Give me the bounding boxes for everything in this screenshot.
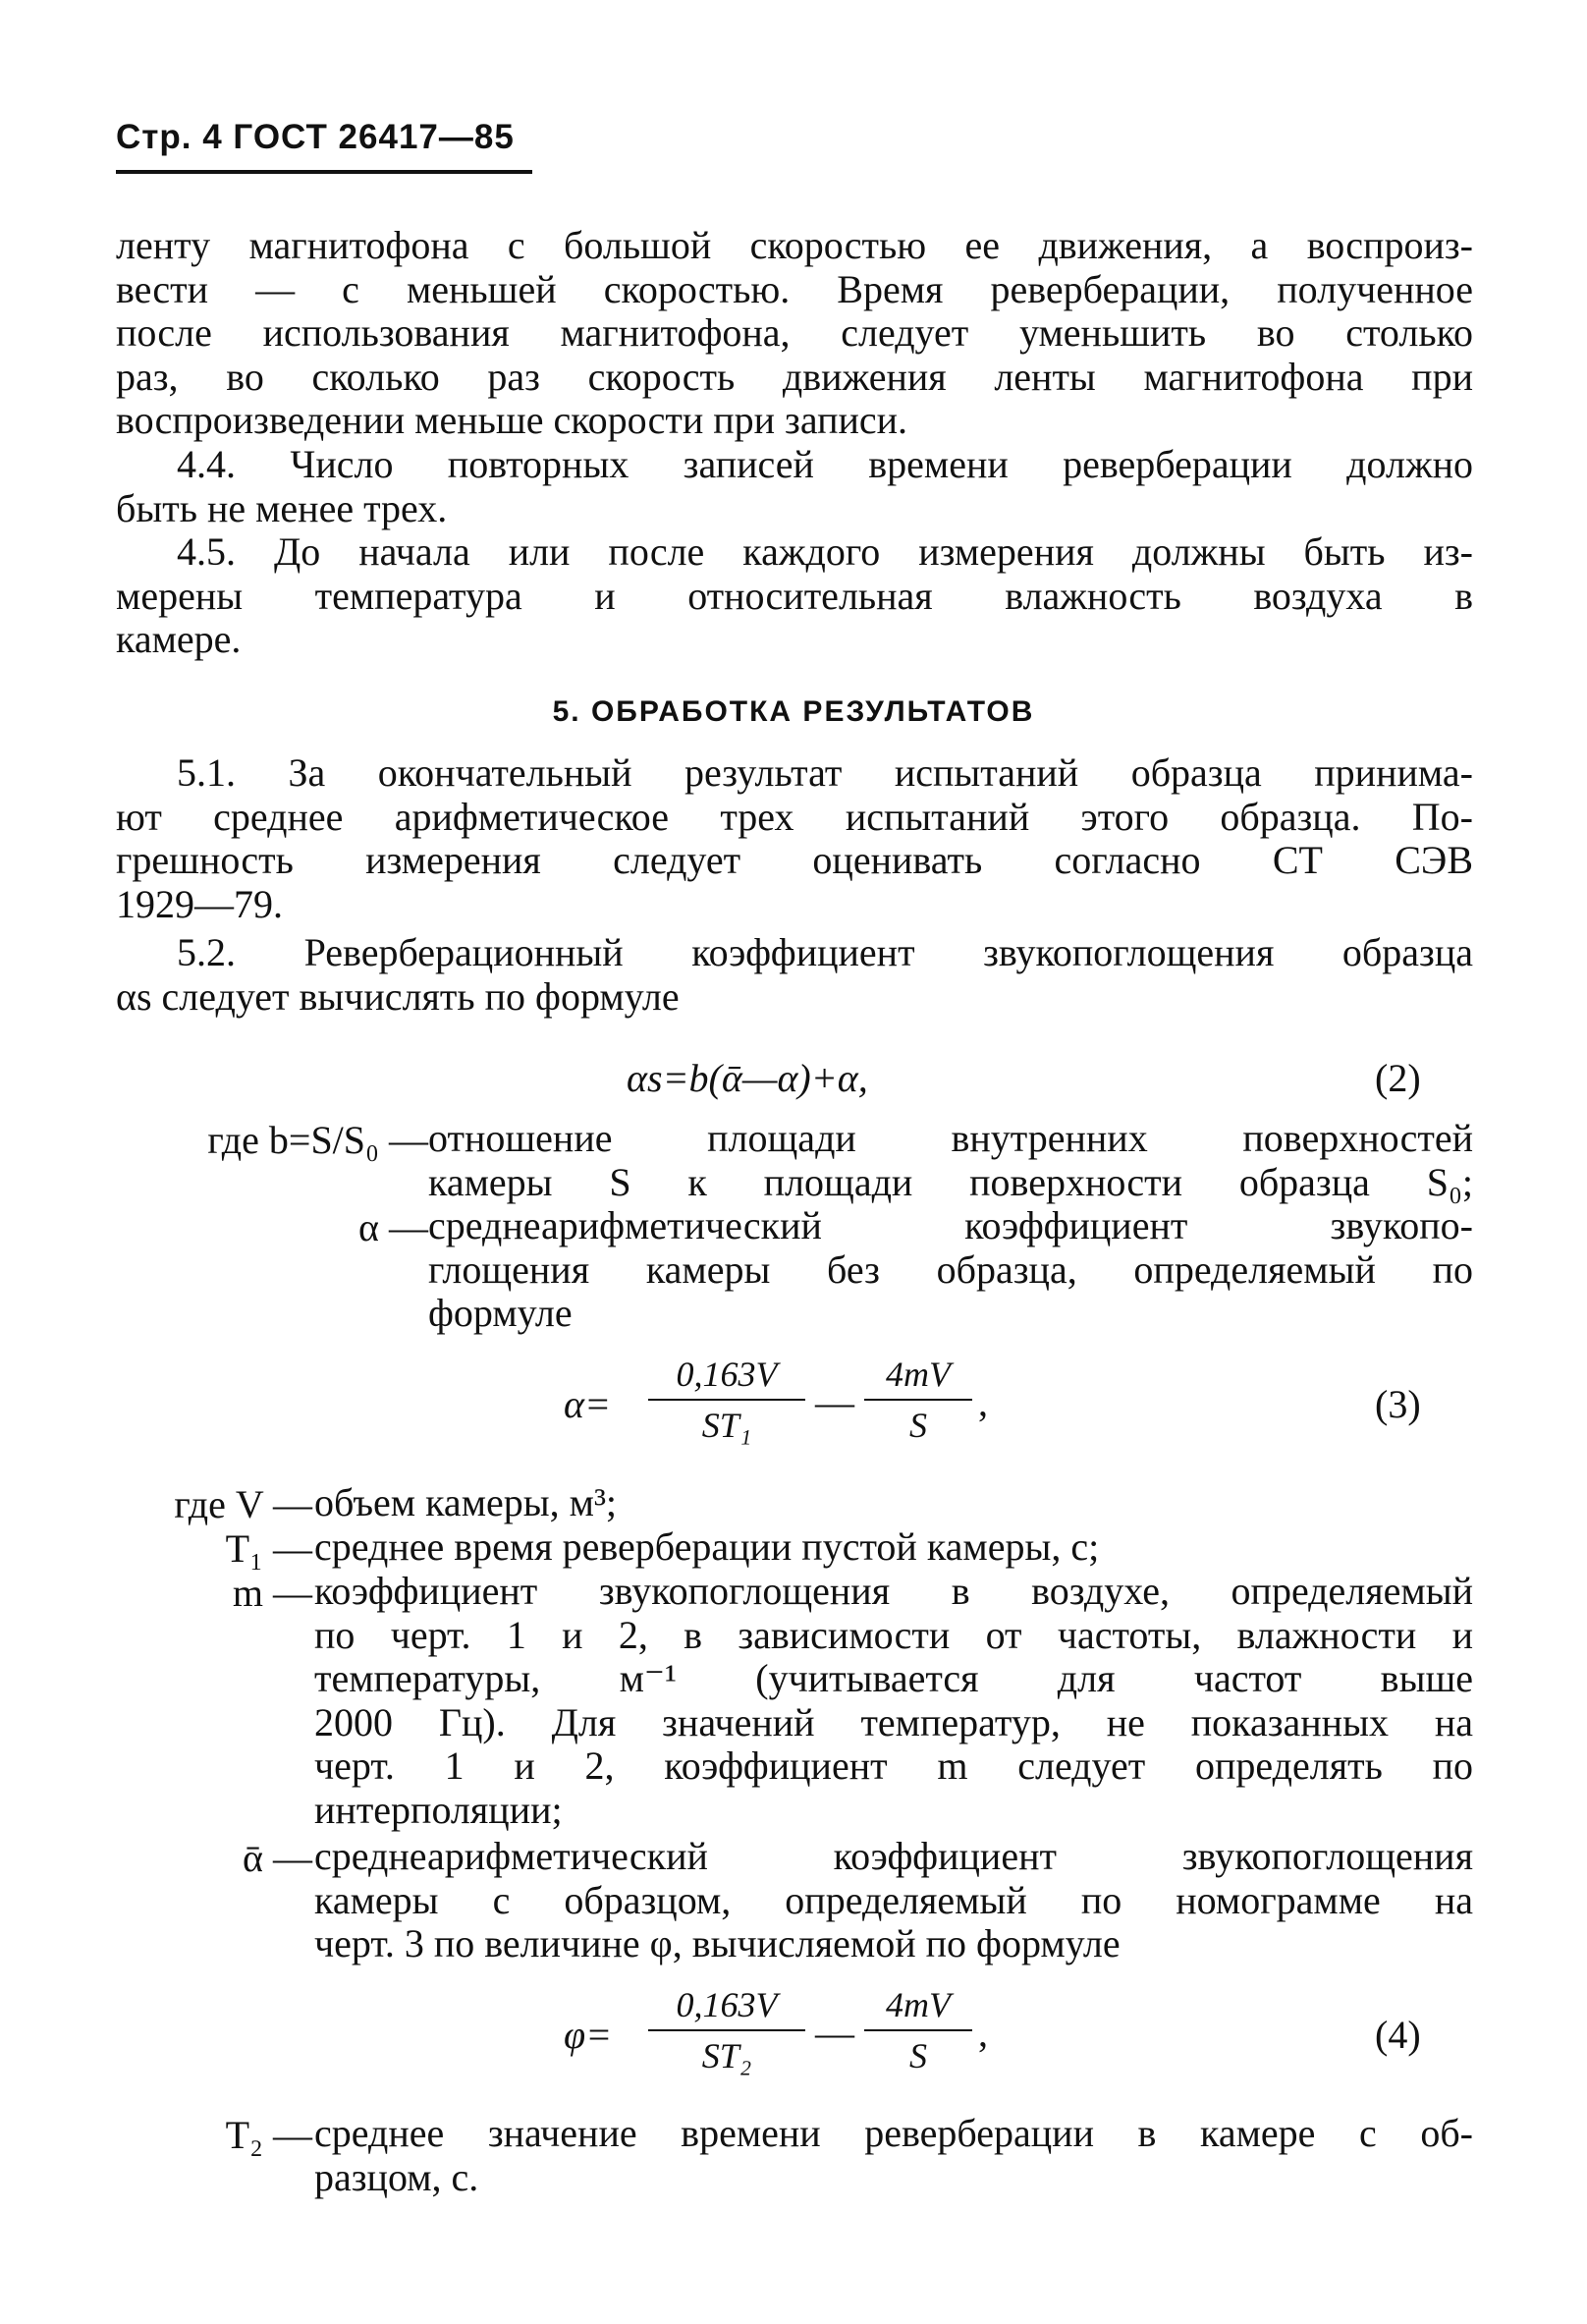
formula-3-fraction-2	[864, 1354, 972, 1446]
paragraph-4-5	[116, 530, 1473, 662]
text-line: среднее время реверберации пустой камеры, с;	[314, 1524, 1100, 1569]
formula-4-fraction-1	[648, 1984, 805, 2076]
formula-4-comma: ,	[978, 2011, 988, 2055]
text-line: температуры, м⁻¹ (учитывается для частот выше	[314, 1656, 1473, 1700]
definition-alpha-bar	[314, 1835, 1473, 1966]
text-line: воспроизведении меньше скорости при записи.	[116, 398, 908, 442]
fraction-numerator: 0,163V	[648, 1984, 805, 2031]
paragraph-5-2	[116, 931, 1473, 1019]
definition-term-t2: T₂ —	[225, 2113, 312, 2157]
definition-term-alpha-bar: ᾱ —	[243, 1836, 312, 1880]
text-line: быть не менее трех.	[116, 485, 448, 530]
definition-term-alpha: α —	[358, 1205, 428, 1249]
fraction-denominator: ST₁	[701, 1406, 752, 1445]
text-line: 5.1. За окончательный результат испытаний образца принима-	[177, 750, 1473, 795]
fraction-denominator: S	[909, 1406, 927, 1445]
text-line: глощения камеры без образца, определяемый по	[428, 1246, 1473, 1292]
text-line: 4.4. Число повторных записей времени реверберации должно	[177, 442, 1473, 486]
text-line: интерполяции;	[314, 1787, 563, 1832]
text-line: объем камеры, м³;	[314, 1480, 618, 1524]
formula-4-lhs: φ=	[564, 2013, 613, 2057]
fraction-numerator: 4mV	[864, 1354, 972, 1401]
header-rule	[116, 170, 532, 174]
text-line: мерены температура и относительная влажность воздуха в	[116, 573, 1473, 618]
definition-b	[428, 1117, 1473, 1204]
fraction-numerator: 4mV	[864, 1984, 972, 2031]
formula-4-number: (4)	[1375, 2013, 1421, 2057]
formula-3-comma: ,	[978, 1380, 988, 1424]
fraction-numerator: 0,163V	[648, 1354, 805, 1401]
text-line: формуле	[428, 1291, 573, 1335]
fraction-denominator: S	[909, 2036, 927, 2075]
formula-3-minus: —	[815, 1380, 854, 1424]
text-line: αs следует вычислять по формуле	[116, 973, 680, 1019]
text-line: среднеарифметический коэффициент звукопо-	[428, 1203, 1473, 1247]
text-line: вести — с меньшей скоростью. Время реверберации, полученное	[116, 266, 1473, 311]
text-line: грешность измерения следует оценивать согласно СТ СЭВ	[116, 838, 1473, 882]
text-line: 1929—79.	[116, 881, 283, 926]
text-line: камеры S к площади поверхности образца S₀;	[428, 1159, 1473, 1204]
formula-3-fraction-1	[648, 1354, 805, 1446]
fraction-denominator: ST₂	[701, 2036, 752, 2075]
formula-4-minus: —	[815, 2011, 854, 2055]
section-title: 5. ОБРАБОТКА РЕЗУЛЬТАТОВ	[552, 695, 1035, 728]
formula-4-fraction-2	[864, 1984, 972, 2076]
text-line: разцом, с.	[314, 2154, 479, 2199]
definition-term-m: m —	[232, 1571, 312, 1615]
text-line: камере.	[116, 617, 242, 661]
text-line: 4.5. До начала или после каждого измерения должны быть из-	[177, 529, 1473, 574]
formula-2: αs=b(ᾱ—α)+α,	[627, 1056, 868, 1100]
text-line: 5.2. Реверберационный коэффициент звукопоглощения образца	[177, 930, 1473, 974]
definition-t2	[314, 2112, 1473, 2199]
definition-alpha	[428, 1204, 1473, 1336]
paragraph-continuation	[116, 224, 1473, 443]
paragraph-5-1	[116, 751, 1473, 926]
definition-term-v: где V —	[174, 1482, 312, 1526]
text-line: ленту магнитофона с большой скоростью ее движения, а воспроиз-	[116, 223, 1473, 267]
formula-3-number: (3)	[1375, 1382, 1421, 1426]
text-line: камеры с образцом, определяемый по номограмме на	[314, 1877, 1473, 1922]
definition-term-t1: T₁ —	[225, 1526, 312, 1571]
text-line: 2000 Гц). Для значений температур, не показанных на	[314, 1699, 1473, 1744]
text-line: среднее значение времени реверберации в камере с об-	[314, 2111, 1473, 2155]
text-line: черт. 3 по величине φ, вычисляемой по формуле	[314, 1921, 1121, 1965]
formula-2-number: (2)	[1375, 1056, 1421, 1100]
formula-3-lhs: α=	[564, 1382, 611, 1426]
text-line: после использования магнитофона, следует уменьшить во столько	[116, 310, 1473, 355]
page-header: Стр. 4 ГОСТ 26417—85	[116, 118, 515, 156]
text-line: черт. 1 и 2, коэффициент m следует определять по	[314, 1743, 1473, 1788]
definition-t1	[314, 1525, 1473, 1570]
text-line: среднеарифметический коэффициент звукопоглощения	[314, 1834, 1473, 1878]
text-line: ют среднее арифметическое трех испытаний этого образца. По-	[116, 794, 1473, 839]
text-line: коэффициент звукопоглощения в воздухе, определяемый	[314, 1569, 1473, 1613]
definition-term-b: где b=S/S₀ —	[207, 1118, 428, 1162]
text-line: отношение площади внутренних поверхностей	[428, 1116, 1473, 1160]
paragraph-4-4	[116, 443, 1473, 530]
definition-v	[314, 1481, 1473, 1525]
text-line: раз, во сколько раз скорость движения ленты магнитофона при	[116, 354, 1473, 399]
text-line: по черт. 1 и 2, в зависимости от частоты, влажности и	[314, 1612, 1473, 1657]
definition-m	[314, 1570, 1473, 1832]
